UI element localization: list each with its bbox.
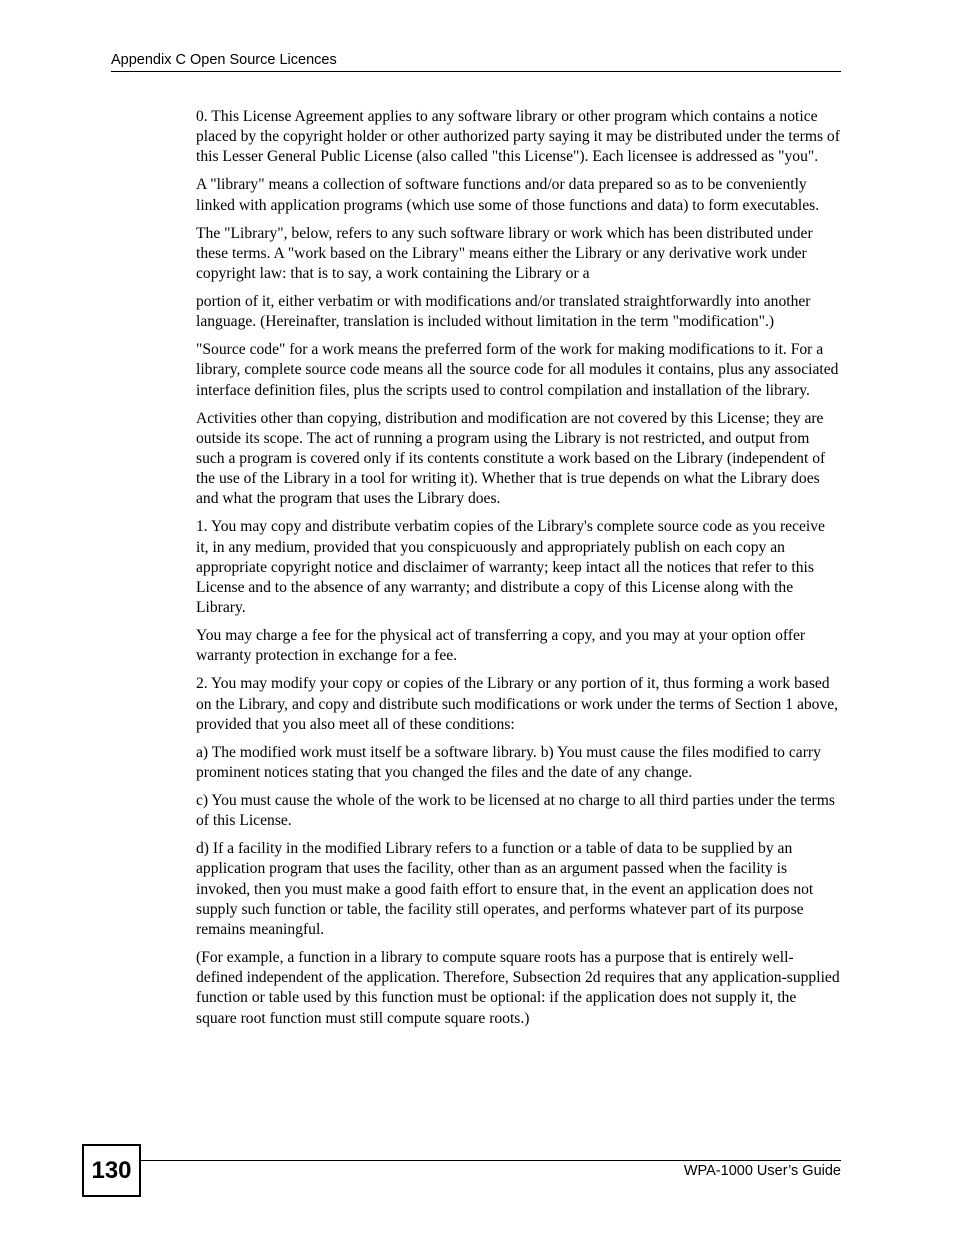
document-body <box>196 107 840 1037</box>
paragraph-the-library-definition: The "Library", below, refers to any such software library or work which has been distributed under these terms. A "work based on the Library" means either the Library or any derivative work under copyright law: that is to say, a work containing the Library or a <box>196 224 813 283</box>
page-number: 130 <box>82 1144 141 1197</box>
guide-title: WPA-1000 User’s Guide <box>683 1163 841 1179</box>
paragraph-condition-c: c) You must cause the whole of the work to be licensed at no charge to all third parties under the terms of this License. <box>196 792 835 830</box>
paragraph-condition-d: d) If a facility in the modified Library refers to a function or a table of data to be supplied by an application program that uses the facility, other than as an argument passed when the facility is invoked, then you must make a good faith effort to ensure that, in the event an application does not supply such function or table, the facility still operates, and performs whatever part of its purpose remains meaningful. <box>196 840 814 939</box>
paragraph-condition-a-b: a) The modified work must itself be a software library. b) You must cause the files modified to carry prominent notices stating that you changed the files and the date of any change. <box>196 743 821 782</box>
paragraph-library-definition: A "library" means a collection of software functions and/or data prepared so as to be conveniently linked with application programs (which use some of those functions and data) to form executables. <box>196 176 820 214</box>
header-divider <box>111 71 841 72</box>
paragraph-source-code-definition: "Source code" for a work means the preferred form of the work for making modifications to it. For a library, complete source code means all the source code for all modules it contains, plus any associated interface definition files, plus the scripts used to control compilation and installation of the library. <box>196 341 839 399</box>
paragraph-portion-modification: portion of it, either verbatim or with modifications and/or translated straightforwardly into another language. (Hereinafter, translation is included without limitation in the term "modification".) <box>196 293 811 331</box>
paragraph-2-modifications: 2. You may modify your copy or copies of the Library or any portion of it, thus forming a work based on the Library, and copy and distribute such modifications or work under the terms of Section 1 above, provided that you also meet all of these conditions: <box>196 675 839 733</box>
paragraph-0-scope: 0. This License Agreement applies to any software library or other program which contains a notice placed by the copyright holder or other authorized party saying it may be distributed under the terms of this Lesser General Public License (also called "this License"). Each licensee is addressed as "you". <box>196 108 840 166</box>
footer-divider <box>141 1160 841 1161</box>
paragraph-activities-scope: Activities other than copying, distribution and modification are not covered by this License; they are outside its scope. The act of running a program using the Library is not restricted, and output from such a program is covered only if its contents constitute a work based on the Library (independent of the use of the Library in a tool for writing it). Whether that is true depends on what the Library does and what the program that uses the Library does. <box>196 409 826 508</box>
paragraph-fee: You may charge a fee for the physical act of transferring a copy, and you may at your option offer warranty protection in exchange for a fee. <box>196 627 806 665</box>
paragraph-square-root-example: (For example, a function in a library to compute square roots has a purpose that is entirely well-defined independent of the application. Therefore, Subsection 2d requires that any application-supplied function or table used by this function must be optional: if the application does not supply it, the square root function must still compute square roots.) <box>196 949 840 1027</box>
paragraph-1-verbatim-copies: 1. You may copy and distribute verbatim copies of the Library's complete source code as you receive it, in any medium, provided that you conspicuously and appropriately publish on each copy an appropriate copyright notice and disclaimer of warranty; keep intact all the notices that refer to this License and to the absence of any warranty; and distribute a copy of this License along with the Library. <box>196 518 825 617</box>
running-header: Appendix C Open Source Licences <box>111 52 337 68</box>
